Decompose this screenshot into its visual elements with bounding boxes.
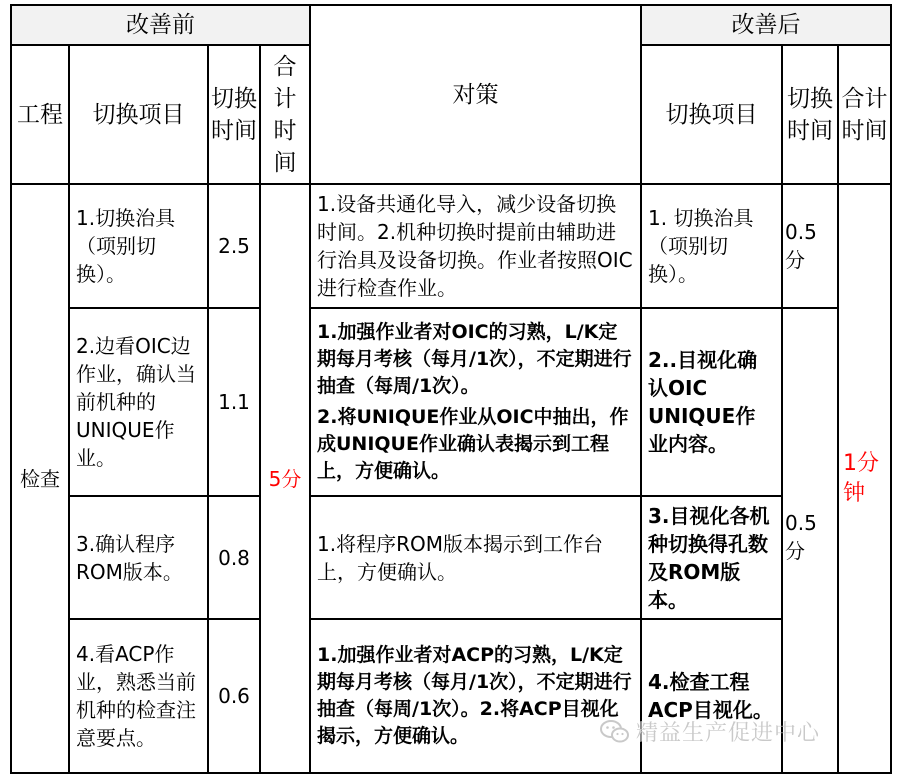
row2-time: 1.1 <box>208 308 260 496</box>
row1-time: 2.5 <box>208 184 260 308</box>
time-after-header: 切换时间 <box>782 45 838 184</box>
after-header: 改善后 <box>641 5 891 45</box>
row1-item: 1.切换治具（项别切换）。 <box>69 184 208 308</box>
row3-item-after: 3.目视化各机种切换得孔数及ROM版本。 <box>641 496 782 619</box>
row2-item-after: 2..目视化确认OIC UNIQUE作业内容。 <box>641 308 782 496</box>
item-after-header: 切换项目 <box>641 45 782 184</box>
wechat-icon <box>600 719 630 745</box>
watermark-text: 精益生产促进中心 <box>636 721 821 746</box>
process-header: 工程 <box>11 45 69 184</box>
row4-item-after: 4.检查工程ACP目视化。 <box>641 619 782 773</box>
row2-measure-2: 2.将UNIQUE作业从OIC中抽出，作成UNIQUE作业确认表揭示到工程上，方便确认。 <box>317 406 629 482</box>
process-cell: 检查 <box>11 184 69 773</box>
row4-item: 4.看ACP作业，熟悉当前机种的检查注意要点。 <box>69 619 208 773</box>
total-after-cell: 1分钟 <box>838 184 891 773</box>
after-time-1: 0.5分 <box>782 184 838 308</box>
item-header: 切换项目 <box>69 45 208 184</box>
row3-time: 0.8 <box>208 496 260 619</box>
row4-measure: 1.加强作业者对ACP的习熟，L/K定期每月考核（每月/1次），不定期进行抽查（每周/1次）。2.将ACP目视化揭示，方便确认。 <box>310 619 641 773</box>
time-header: 切换时间 <box>208 45 260 184</box>
row3-measure: 1.将程序ROM版本揭示到工作台上，方便确认。 <box>310 496 641 619</box>
improvement-table <box>10 4 892 774</box>
row3-item: 3.确认程序ROM版本。 <box>69 496 208 619</box>
row1-item-after: 1. 切换治具（项别切换）。 <box>641 184 782 308</box>
watermark <box>600 716 820 747</box>
total-before-cell: 5分 <box>260 184 310 773</box>
before-header: 改善前 <box>11 5 310 45</box>
row4-time: 0.6 <box>208 619 260 773</box>
row2-item: 2.边看OIC边作业，确认当前机种的UNIQUE作业。 <box>69 308 208 496</box>
total-header: 合计时间 <box>260 45 310 184</box>
row1-measure: 1.设备共通化导入，减少设备切换时间。2.机种切换时提前由辅助进行治具及设备切换。作业者按照OIC进行检查作业。 <box>310 184 641 308</box>
row2-measure-1: 1.加强作业者对OIC的习熟，L/K定期每月考核（每月/1次），不定期进行抽查（每周/1次）。 <box>317 321 632 397</box>
row2-measure <box>310 308 641 496</box>
total-after-header: 合计时间 <box>838 45 891 184</box>
after-time-2: 0.5分 <box>782 308 838 773</box>
measure-header: 对策 <box>310 5 641 184</box>
